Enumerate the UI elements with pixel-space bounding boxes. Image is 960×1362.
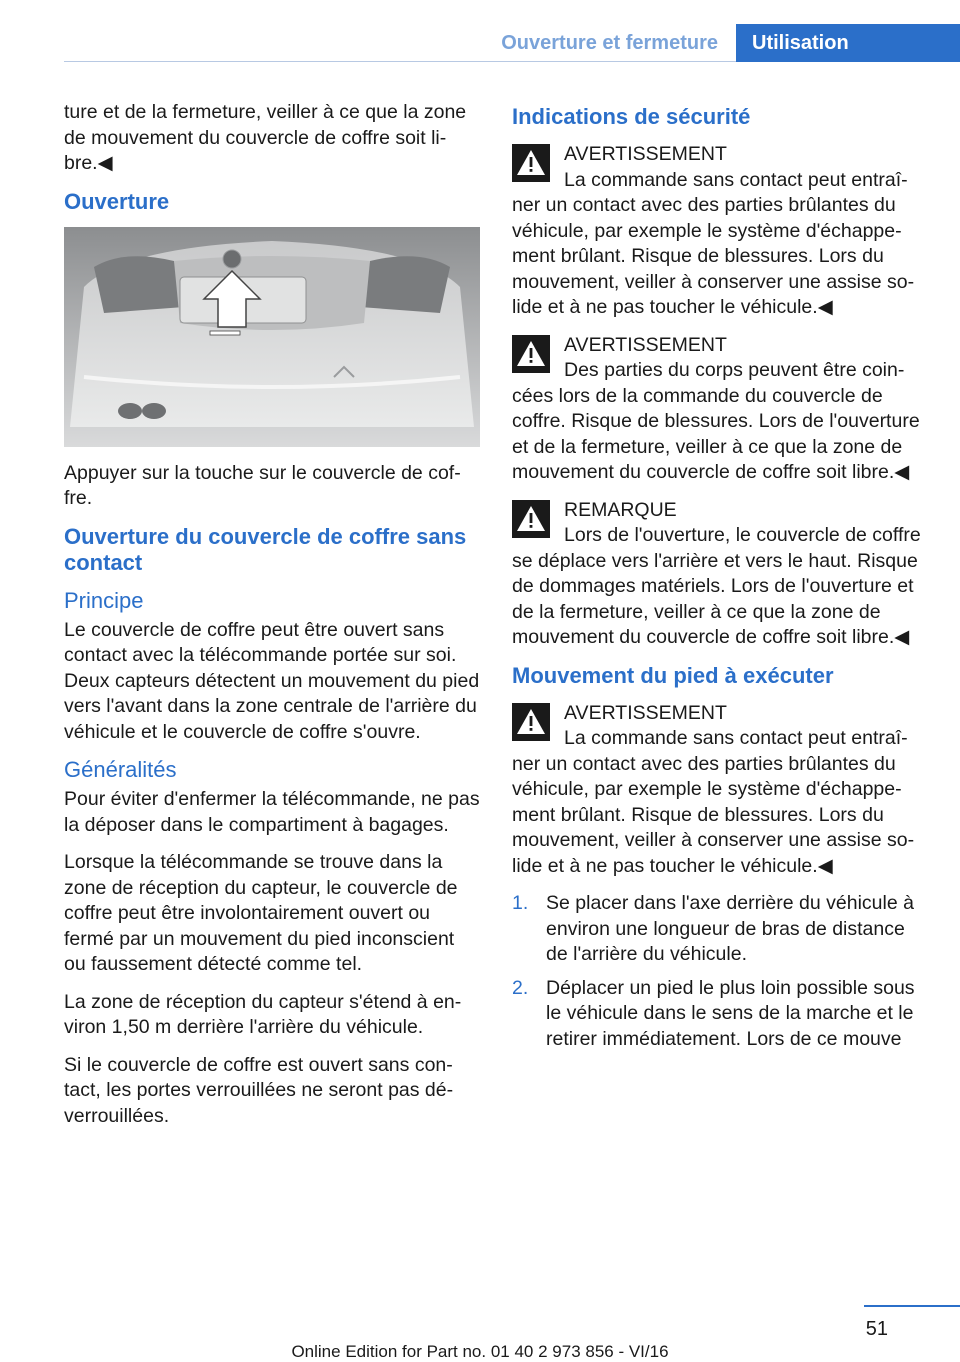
warning-triangle-icon: [512, 500, 550, 538]
step-text: Se placer dans l'axe derrière du véhicule à environ une longueur de bras de distance de l'arrière du véhicule.: [546, 892, 914, 965]
warning-text: La commande sans contact peut entraîner un contact avec des parties brûlantes du véhicule, par exemple le système d'échappement brûlant. Risque de blessures. Lors du mouvement, veiller à conserver une assise solide et à ne pas toucher le véhicule.◀: [512, 168, 915, 318]
generalites-paragraph-3: La zone de réception du capteur s'étend à environ 1,50 m derrière l'arrière du véhicule.: [64, 990, 462, 1038]
note-block: [512, 498, 928, 651]
trunk-lid-photo: [64, 227, 480, 447]
section-title: Ouverture et fermeture: [501, 32, 718, 54]
page-header: [0, 0, 960, 62]
warning-label: AVERTISSEMENT: [564, 143, 727, 165]
warning-triangle-icon: [512, 144, 550, 182]
chapter-tab: Utilisation: [736, 24, 960, 62]
list-item: [512, 891, 928, 968]
list-item: [512, 976, 928, 1053]
heading-generalites: Généralités: [64, 757, 177, 782]
photo-caption: Appuyer sur la touche sur le couvercle de coffre.: [64, 461, 461, 509]
left-column: [64, 100, 480, 1141]
footer-rule: [864, 1305, 960, 1307]
generalites-paragraph-2: Lorsque la télécommande se trouve dans la zone de réception du capteur, le couvercle de coffre peut être involontairement ouvert ou fermé par un mouvement du pied inconscient ou faussement détecté comme tel.: [64, 851, 458, 975]
step-text: Déplacer un pied le plus loin possible sous le véhicule dans le sens de la marche et le retirer immédiatement. Lors de ce mouve: [546, 976, 915, 1050]
note-label: REMARQUE: [564, 498, 677, 521]
warning-block-2: [512, 333, 928, 486]
warning-text: Des parties du corps peuvent être coincées lors de la commande du couvercle de coffre. Risque de blessures. Lors de l'ouverture et de la fermeture, veiller à ce que la zone de mouvement du couvercle de coffre soit libre.◀: [512, 359, 920, 483]
step-number: 1.: [512, 892, 529, 914]
right-column: [512, 100, 928, 1060]
generalites-paragraph-4: Si le couvercle de coffre est ouvert sans contact, les portes verrouillées ne seront pas déverrouillées.: [64, 1053, 454, 1127]
principe-paragraph: Le couvercle de coffre peut être ouvert sans contact avec la télécommande portée sur soi. Deux capteurs détectent un mouvement du pied vers l'avant dans la zone centrale de l'arrière du véhicule et le couvercle de coffre s'ouvre.: [64, 618, 480, 743]
steps-list: [512, 891, 928, 1052]
page-number: 51: [865, 1318, 888, 1340]
warning-label: AVERTISSEMENT: [564, 333, 727, 356]
warning-block-3: [512, 701, 928, 880]
generalites-paragraph-1: Pour éviter d'enfermer la télécommande, ne pas la déposer dans le compartiment à bagages.: [64, 788, 480, 836]
warning-triangle-icon: [512, 703, 550, 741]
intro-paragraph: ture et de la fermeture, veiller à ce que la zone de mouvement du couvercle de coffre soit libre.◀: [64, 101, 467, 174]
heading-securite: Indications de sécurité: [512, 104, 751, 129]
warning-triangle-icon: [512, 335, 550, 373]
heading-ouverture: Ouverture: [64, 188, 170, 214]
step-number: 2.: [512, 976, 529, 999]
note-text: Lors de l'ouverture, le couvercle de coffre se déplace vers l'arrière et vers le haut. Risque de dommages matériels. Lors de l'ouverture et de la fermeture, veiller à ce que la zone de mouvement du couvercle de coffre soit libre.◀: [512, 524, 921, 648]
heading-principe: Principe: [64, 587, 144, 613]
warning-block-1: [512, 142, 928, 321]
heading-mouvement: Mouvement du pied à exécuter: [512, 662, 834, 688]
warning-text: La commande sans contact peut entraîner un contact avec des parties brûlantes du véhicule, par exemple le système d'échappement brûlant. Risque de blessures. Lors du mouvement, veiller à conserver une assise solide et à ne pas toucher le véhicule.◀: [512, 727, 915, 877]
warning-label: AVERTISSEMENT: [564, 701, 727, 724]
heading-sans-contact: Ouverture du couvercle de coffre sans contact: [64, 523, 467, 575]
header-rule: [64, 61, 736, 62]
edition-line: Online Edition for Part no. 01 40 2 973 856 - VI/16: [291, 1342, 669, 1361]
